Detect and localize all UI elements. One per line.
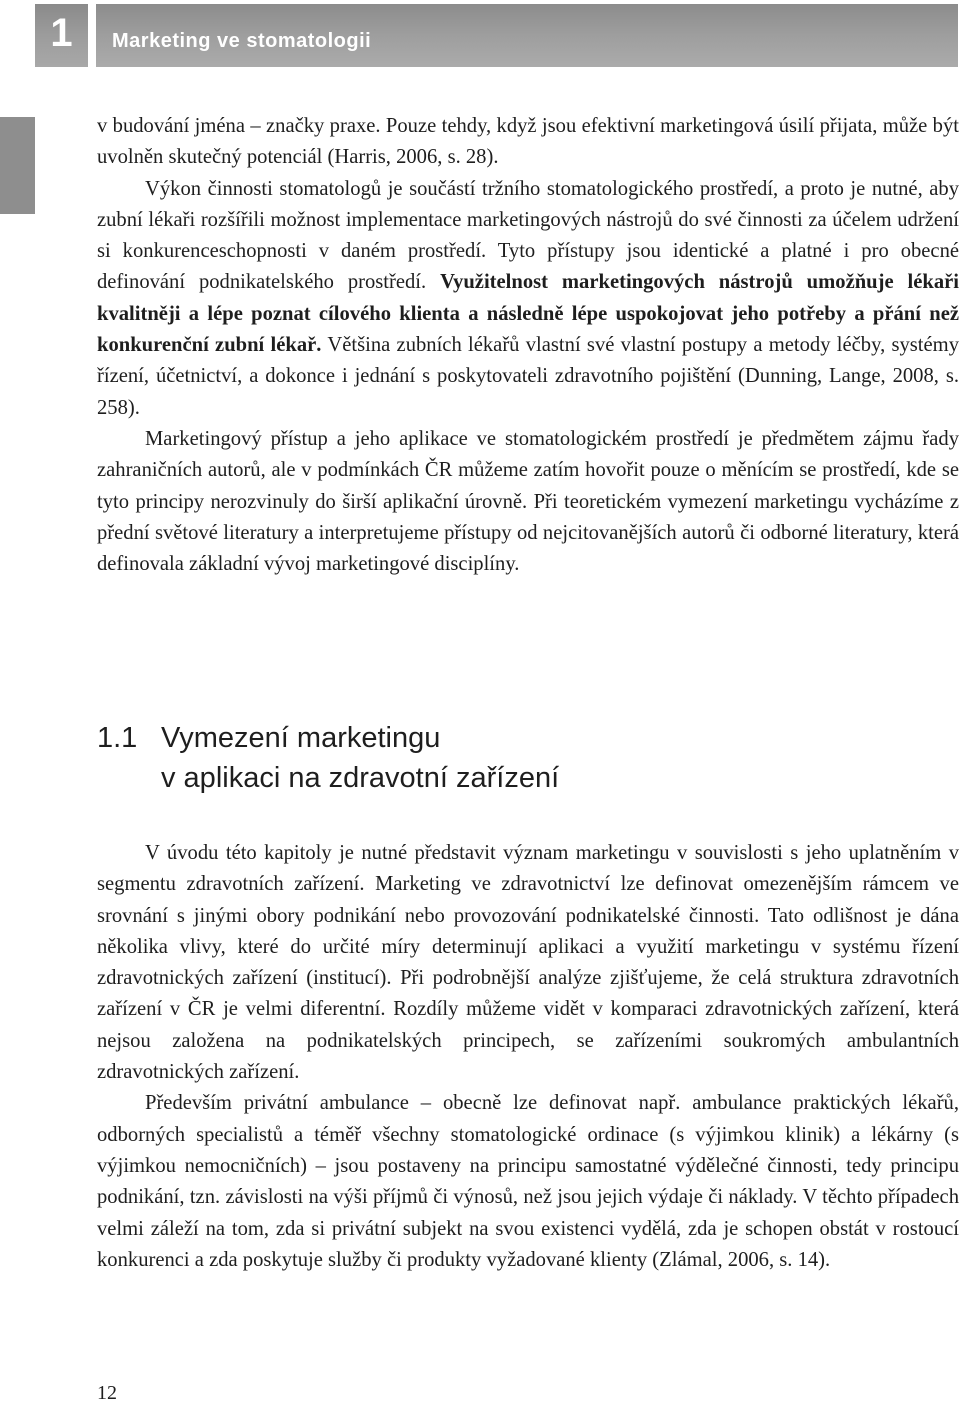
intro-paragraph-2 [97,174,959,424]
page-number: 12 [97,1382,117,1404]
chapter-number-box [35,4,88,67]
section-title-line-2: v aplikaci na zdravotní zařízení [161,762,560,794]
section-number: 1.1 [97,722,138,754]
intro-paragraph-3: Marketingový přístup a jeho aplikace ve stomatologickém prostředí je předmětem zájmu řady zahraničních autorů, ale v podmínkách ČR můžeme zatím hovořit pouze o měnícím se prostředí, kde se tyto principy nerozvinuly do širší aplikační úrovně. Při teoretickém vymezení marketingu vycházíme z přední světové literatury a interpretujeme přístupy od nejcitovanějších autorů či odborné literatury, která definovala základní vývoj marketingové disciplíny. [97,427,959,576]
intro-paragraph-2-end: Většina zubních lékařů vlastní své vlastní postupy a metody léčby, systémy řízení, účetnictví, a dokonce i jednání s poskytovateli zdravotního pojištění (Dunning, Lange, 2008, s. 258). [97,334,959,419]
chapter-number: 1 [50,11,73,55]
section-text-block [97,838,959,1276]
intro-paragraph-1: v budování jména – značky praxe. Pouze tehdy, když jsou efektivní marketingová úsilí přijata, může být uvolněn skutečný potenciál (Harris, 2006, s. 28). [97,115,959,169]
section-paragraph-2: Především privátní ambulance – obecně lze definovat např. ambulance praktických lékařů, odborných specialistů a téměř všechny stomatologické ordinace (s výjimkou klinik) a lékárny (s výjimkou nemocničních) – jsou postaveny na principu samostatné výdělečné činnosti, tedy principu podnikání, tzn. závislosti na výši příjmů či výnosů, než jsou jejich výdaje či náklady. V těchto případech velmi záleží na tom, zda si privátní subjekt na svou existenci vydělá, zda je schopen obstát v rostoucí konkurenci a zda poskytuje služby či produkty vyžadované klienty (Zlámal, 2006, s. 14). [97,1092,959,1271]
chapter-header-bar [96,4,958,67]
section-paragraph-1: V úvodu této kapitoly je nutné představit význam marketingu v souvislosti s jeho uplatněním v segmentu zdravotních zařízení. Marketing ve zdravotnictví lze definovat omezenějším rámcem ve srovnání s jinými obory podnikání nebo provozování podnikatelské činnosti. Tato odlišnost je dána několika vlivy, které do určité míry determinují aplikaci a využití marketingu v systému řízení zdravotnických zařízení (institucí). Při podrobnější analýze zjišťujeme, že celá struktura zdravotních zařízení v ČR je velmi diferentní. Rozdíly můžeme vidět v komparaci zdravotnických zařízení, která nejsou založena na podnikatelských principech, se zařízeními soukromých ambulantních zdravotnických zařízení. [97,842,959,1084]
section-heading [97,718,959,798]
intro-text-block [97,111,959,580]
side-thumb-tab [0,117,35,214]
section-title-line-1: Vymezení marketingu [161,722,441,754]
intro-paragraph-2-start: Výkon činnosti stomatologů je součástí tržního stomatologického prostředí, a proto je nutné, aby zubní lékaři rozšířili možnost implementace marketingových nástrojů do své činnosti za účelem udržení si konkurenceschopnosti v daném prostředí. Tyto přístupy jsou identické a platné i pro obecné definování podnikatelského prostředí. [97,177,959,294]
intro-paragraph-2-bold: Využitelnost marketingových nástrojů umožňuje lékaři kvalitněji a lépe poznat cílového klienta a následně lépe uspokojovat jeho potřeby a přání než konkurenční zubní lékař. [97,271,960,357]
chapter-title: Marketing ve stomatologii [112,30,372,52]
